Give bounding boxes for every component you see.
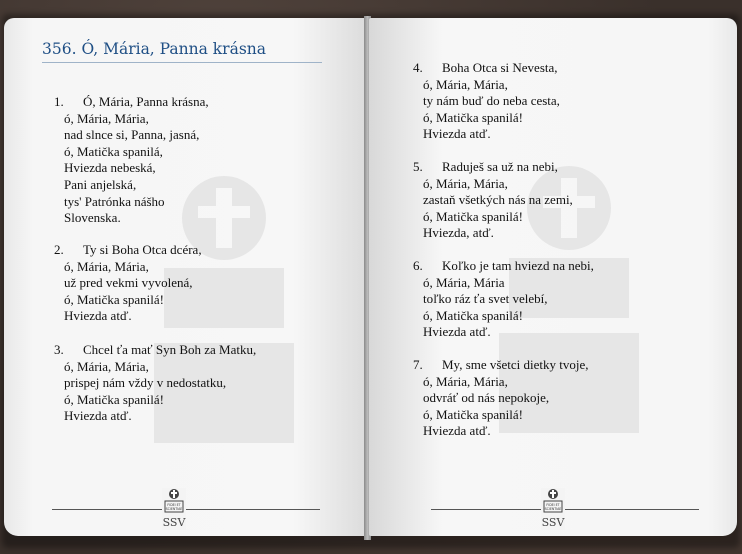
stanza-1: 1. Ó, Mária, Panna krásna, ó, Mária, Mária, nad slnce si, Panna, jasná, ó, Matička spanilá, Hviezda nebeská, Pani anjelská, tys' Patrónka nášho Slovenska.: [54, 94, 209, 226]
ssv-logo-icon: [162, 488, 186, 530]
svg-text:FIDEI ET: FIDEI ET: [167, 503, 181, 507]
stanza-4: 4. Boha Otca si Nevesta, ó, Mária, Mária, ty nám buď do neba cesta, ó, Matička spanilá! Hviezda atď.: [413, 60, 560, 142]
stanza-5: 5. Raduješ sa už na nebi, ó, Mária, Mária, zastaň všetkých nás na zemi, ó, Matička spanilá! Hviezda, atď.: [413, 159, 573, 241]
stanza-2: 2. Ty si Boha Otca dcéra, ó, Mária, Mária, už pred vekmi vyvolená, ó, Matička spanilá! Hviezda atď.: [54, 242, 202, 324]
footer-rule: [431, 509, 699, 510]
ssv-logo-icon: [541, 488, 565, 530]
svg-text:FIDEI ET: FIDEI ET: [546, 503, 560, 507]
right-page: [369, 18, 737, 536]
svg-text:SSV: SSV: [541, 516, 565, 529]
page-title: 356. Ó, Mária, Panna krásna: [42, 40, 322, 63]
left-page: [4, 18, 366, 536]
svg-text:SSV: SSV: [162, 516, 186, 529]
stanza-3: 3. Chcel ťa mať Syn Boh za Matku, ó, Mária, Mária, prispej nám vždy v nedostatku, ó, Matička spanilá! Hviezda atď.: [54, 342, 257, 424]
stanza-7: 7. My, sme všetci dietky tvoje, ó, Mária, Mária, odvráť od nás nepokoje, ó, Matička spanilá! Hviezda atď.: [413, 357, 589, 439]
svg-text:SCIENTIAE: SCIENTIAE: [165, 507, 183, 511]
stanza-6: 6. Koľko je tam hviezd na nebi, ó, Mária, Mária toľko ráz ťa svet velebí, ó, Matička spanilá! Hviezda atď.: [413, 258, 594, 340]
svg-text:SCIENTIAE: SCIENTIAE: [544, 507, 562, 511]
footer-rule: [52, 509, 320, 510]
